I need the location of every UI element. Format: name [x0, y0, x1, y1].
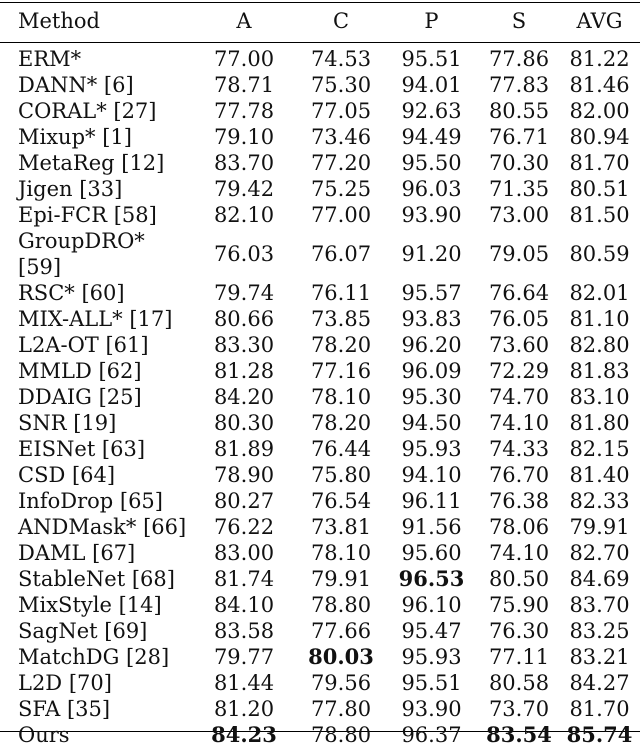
cell-method: CORAL* [27]	[18, 99, 157, 123]
cell-a: 76.22	[213, 515, 275, 539]
cell-s: 73.60	[488, 333, 550, 357]
table-row	[0, 280, 640, 306]
cell-method: L2A-OT [61]	[18, 333, 149, 357]
cell-c: 75.80	[310, 463, 372, 487]
cell-p: 95.51	[401, 671, 462, 695]
table-row	[0, 358, 640, 384]
cell-method: MixStyle [14]	[18, 593, 162, 617]
table-row	[0, 696, 640, 722]
cell-p: 96.09	[401, 359, 462, 383]
cell-c: 76.07	[310, 242, 372, 266]
table-row	[0, 332, 640, 358]
cell-s: 73.70	[488, 697, 550, 721]
cell-a: 82.10	[213, 203, 275, 227]
cell-s: 75.90	[488, 593, 550, 617]
cell-c: 74.53	[310, 47, 372, 71]
cell-avg: 81.22	[569, 47, 630, 71]
cell-p: 96.11	[401, 489, 462, 513]
cell-method: EISNet [63]	[18, 437, 146, 461]
bold-value: 84.23	[211, 722, 277, 747]
cell-a: 81.20	[213, 697, 275, 721]
cell-p: 95.50	[401, 151, 462, 175]
cell-method: DAML [67]	[18, 541, 136, 565]
cell-avg: 84.27	[569, 671, 630, 695]
bold-value: 85.74	[566, 722, 633, 747]
cell-p: 96.10	[401, 593, 462, 617]
cell-c: 73.46	[310, 125, 372, 149]
table-row	[0, 176, 640, 202]
table-row	[0, 384, 640, 410]
cell-method: ERM*	[18, 47, 82, 71]
cell-p: 91.56	[401, 515, 462, 539]
table-body	[0, 42, 640, 748]
cell-a: 84.10	[213, 593, 275, 617]
cell-c: 77.20	[310, 151, 372, 175]
cell-method: GroupDRO* [59]	[18, 229, 145, 279]
table-row	[0, 592, 640, 618]
cell-c: 76.11	[310, 281, 372, 305]
cell-s: 77.86	[488, 47, 550, 71]
table-row	[0, 670, 640, 696]
cell-p-bold	[384, 566, 479, 592]
cell-p: 95.47	[401, 619, 462, 643]
cell-a: 78.90	[213, 463, 275, 487]
cell-s: 74.10	[488, 411, 550, 435]
cell-avg: 81.80	[569, 411, 630, 435]
cell-c: 78.10	[310, 385, 372, 409]
cell-method: Mixup* [1]	[18, 125, 132, 149]
cell-p: 94.49	[401, 125, 462, 149]
cell-avg: 82.33	[569, 489, 630, 513]
cell-avg: 81.70	[569, 697, 630, 721]
cell-s: 70.30	[488, 151, 550, 175]
header-avg: AVG	[576, 9, 623, 33]
cell-p: 93.83	[401, 307, 462, 331]
cell-s: 76.70	[488, 463, 550, 487]
cell-p: 93.90	[401, 203, 462, 227]
cell-c-bold	[298, 644, 384, 670]
cell-c: 78.20	[310, 411, 372, 435]
table-row	[0, 42, 640, 72]
table-row	[0, 618, 640, 644]
cell-s: 76.64	[488, 281, 550, 305]
cell-c: 77.16	[310, 359, 372, 383]
cell-method: DDAIG [25]	[18, 385, 142, 409]
cell-avg: 80.59	[569, 242, 630, 266]
cell-method: L2D [70]	[18, 671, 112, 695]
cell-c: 78.20	[310, 333, 372, 357]
cell-avg: 82.80	[569, 333, 630, 357]
cell-avg: 83.21	[569, 645, 630, 669]
cell-c: 77.80	[310, 697, 372, 721]
bold-value: 96.53	[398, 566, 465, 591]
cell-avg: 81.50	[569, 203, 630, 227]
cell-method: CSD [64]	[18, 463, 116, 487]
cell-a: 80.66	[213, 307, 275, 331]
cell-avg: 81.40	[569, 463, 630, 487]
cell-method: SNR [19]	[18, 411, 117, 435]
cell-s: 78.06	[488, 515, 550, 539]
cell-avg: 84.69	[569, 567, 630, 591]
cell-p: 95.51	[401, 47, 462, 71]
cell-a-bold	[190, 722, 298, 748]
cell-s: 74.10	[488, 541, 550, 565]
cell-c: 73.81	[310, 515, 372, 539]
cell-a: 77.00	[213, 47, 275, 71]
cell-p: 95.93	[401, 645, 462, 669]
cell-avg-bold	[559, 722, 640, 748]
cell-a: 79.42	[213, 177, 275, 201]
cell-a: 83.58	[213, 619, 275, 643]
cell-method: RSC* [60]	[18, 281, 125, 305]
cell-p: 94.50	[401, 411, 462, 435]
cell-a: 80.30	[213, 411, 275, 435]
cell-p: 95.30	[401, 385, 462, 409]
cell-p: 96.20	[401, 333, 462, 357]
cell-a: 83.70	[213, 151, 275, 175]
cell-method: MetaReg [12]	[18, 151, 165, 175]
cell-method: StableNet [68]	[18, 567, 175, 591]
cell-s: 77.83	[488, 73, 550, 97]
cell-s: 76.05	[488, 307, 550, 331]
cell-a: 78.71	[213, 73, 275, 97]
cell-c: 79.56	[310, 671, 372, 695]
cell-p: 96.37	[401, 723, 462, 747]
header-method: Method	[18, 9, 100, 33]
table-row	[0, 124, 640, 150]
cell-p: 95.57	[401, 281, 462, 305]
cell-avg: 79.91	[569, 515, 630, 539]
bold-value: 83.54	[486, 722, 552, 747]
table-row	[0, 98, 640, 124]
cell-s: 72.29	[488, 359, 550, 383]
cell-s-bold	[479, 722, 559, 748]
cell-avg: 82.15	[569, 437, 630, 461]
cell-a: 77.78	[213, 99, 275, 123]
table-row	[0, 540, 640, 566]
cell-avg: 81.70	[569, 151, 630, 175]
cell-method: InfoDrop [65]	[18, 489, 163, 513]
cell-p: 92.63	[401, 99, 462, 123]
cell-s: 80.58	[488, 671, 550, 695]
header-p: P	[424, 9, 439, 33]
cell-avg: 80.51	[569, 177, 630, 201]
cell-a: 81.89	[213, 437, 275, 461]
cell-a: 83.30	[213, 333, 275, 357]
cell-s: 80.50	[488, 567, 550, 591]
cell-s: 74.70	[488, 385, 550, 409]
cell-a: 83.00	[213, 541, 275, 565]
table-header	[0, 0, 640, 42]
header-row	[0, 0, 640, 42]
cell-avg: 83.25	[569, 619, 630, 643]
cell-s: 76.30	[488, 619, 550, 643]
cell-c: 79.91	[310, 567, 372, 591]
cell-p: 91.20	[401, 242, 462, 266]
cell-avg: 82.70	[569, 541, 630, 565]
cell-p: 95.93	[401, 437, 462, 461]
cell-c: 75.30	[310, 73, 372, 97]
cell-method: SagNet [69]	[18, 619, 148, 643]
table-row	[0, 306, 640, 332]
cell-method: Epi-FCR [58]	[18, 203, 157, 227]
cell-s: 76.38	[488, 489, 550, 513]
cell-s: 79.05	[488, 242, 550, 266]
cell-avg: 81.83	[569, 359, 630, 383]
table-row	[0, 150, 640, 176]
cell-c: 76.44	[310, 437, 372, 461]
table-row	[0, 488, 640, 514]
cell-method: MatchDG [28]	[18, 645, 170, 669]
cell-method: MIX-ALL* [17]	[18, 307, 173, 331]
cell-s: 76.71	[488, 125, 550, 149]
header-a: A	[236, 9, 252, 33]
cell-p: 94.10	[401, 463, 462, 487]
cell-p: 96.03	[401, 177, 462, 201]
table-row	[0, 462, 640, 488]
cell-p: 95.60	[401, 541, 462, 565]
cell-s: 71.35	[488, 177, 550, 201]
table-row	[0, 202, 640, 228]
cell-a: 79.77	[213, 645, 275, 669]
cell-p: 94.01	[401, 73, 462, 97]
table-row	[0, 722, 640, 748]
cell-c: 76.54	[310, 489, 372, 513]
cell-c: 73.85	[310, 307, 372, 331]
bold-value: 80.03	[308, 644, 374, 669]
cell-method: Jigen [33]	[18, 177, 123, 201]
table-row	[0, 72, 640, 98]
cell-method: Ours	[18, 723, 70, 747]
cell-method: ANDMask* [66]	[18, 515, 187, 539]
header-s: S	[511, 9, 527, 33]
cell-c: 78.10	[310, 541, 372, 565]
cell-s: 77.11	[488, 645, 550, 669]
cell-avg: 83.70	[569, 593, 630, 617]
cell-method: MMLD [62]	[18, 359, 142, 383]
table-row	[0, 436, 640, 462]
table-row	[0, 228, 640, 280]
cell-avg: 83.10	[569, 385, 630, 409]
table-row	[0, 644, 640, 670]
cell-c: 75.25	[310, 177, 372, 201]
cell-s: 74.33	[488, 437, 550, 461]
cell-avg: 80.94	[569, 125, 630, 149]
cell-c: 77.00	[310, 203, 372, 227]
cell-avg: 82.00	[569, 99, 630, 123]
cell-c: 77.66	[310, 619, 372, 643]
cell-c: 78.80	[310, 723, 372, 747]
cell-a: 79.10	[213, 125, 275, 149]
cell-a: 76.03	[213, 242, 275, 266]
cell-a: 80.27	[213, 489, 275, 513]
cell-method: SFA [35]	[18, 697, 111, 721]
cell-c: 78.80	[310, 593, 372, 617]
cell-p: 93.90	[401, 697, 462, 721]
cell-c: 77.05	[310, 99, 372, 123]
cell-a: 81.74	[213, 567, 275, 591]
cell-avg: 81.10	[569, 307, 630, 331]
cell-a: 81.44	[213, 671, 275, 695]
table-row	[0, 410, 640, 436]
cell-a: 81.28	[213, 359, 275, 383]
cell-a: 79.74	[213, 281, 275, 305]
cell-s: 80.55	[488, 99, 550, 123]
cell-a: 84.20	[213, 385, 275, 409]
cell-method: DANN* [6]	[18, 73, 134, 97]
cell-avg: 82.01	[569, 281, 630, 305]
header-c: C	[332, 9, 350, 33]
cell-avg: 81.46	[569, 73, 630, 97]
table-row	[0, 514, 640, 540]
cell-s: 73.00	[488, 203, 550, 227]
table-row	[0, 566, 640, 592]
